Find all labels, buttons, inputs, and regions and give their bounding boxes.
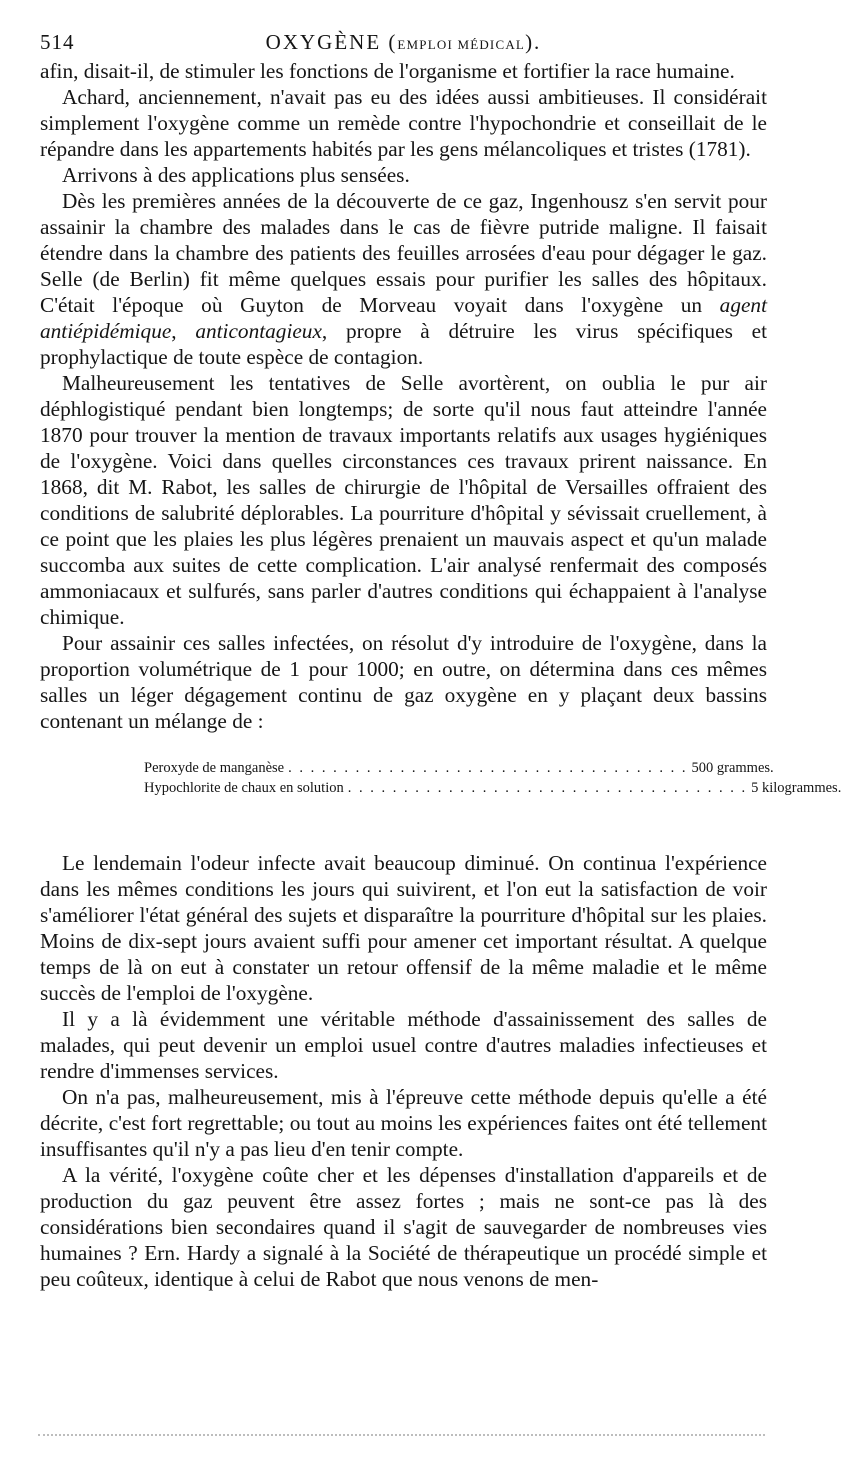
paragraph: afin, disait-il, de stimuler les fonctions de l'organisme et fortifier la race humaine. [40, 59, 735, 83]
mixture-item: Hypochlorite de chaux en solution [144, 780, 344, 796]
paragraph: A la vérité, l'oxygène coûte cher et les dépenses d'installation d'appareils et de production du gaz peuvent être assez fortes ; mais ne sont-ce pas là des considérations bien secondaires quand il s'agit de sauvegarder de nombreuses vies humaines ? Ern. Hardy a signalé à la Société de thérapeutique un procédé simple et peu coûteux, identique à celui de Rabot que nous venons de men- [40, 1163, 767, 1291]
body-text [40, 58, 841, 1292]
paragraph: Il y a là évidemment une véritable méthode d'assainissement des salles de malades, qui peut devenir un emploi usuel contre d'autres maladies infectieuses et rendre d'immenses services. [40, 1007, 767, 1083]
paragraph: Arrivons à des applications plus sensées. [62, 163, 410, 187]
paragraph: On n'a pas, malheureusement, mis à l'épreuve cette méthode depuis qu'elle a été décrite, c'est fort regrettable; ou tout au moins les expériences faites ont été tellement insuffisantes qu'il n'y a pas lieu d'en tenir compte. [40, 1085, 767, 1161]
italic-term: agent antiépidémique [40, 293, 767, 343]
mixture-quantity: 5 kilogrammes. [751, 780, 841, 796]
mixture-quantity: 500 grammes. [691, 760, 774, 776]
paragraph-text: , [171, 319, 196, 343]
mixture-row [144, 758, 774, 778]
paragraph: Achard, anciennement, n'avait pas eu des idées aussi ambitieuses. Il considérait simplement l'oxygène comme un remède contre l'hypochondrie et conseillait de le répandre dans les appartements habités par les gens mélancoliques et tristes (1781). [40, 85, 767, 161]
paragraph: Le lendemain l'odeur infecte avait beaucoup diminué. On continua l'expérience dans les mêmes conditions les jours qui suivirent, et l'on eut la satisfaction de voir s'améliorer l'état général des sujets et disparaître la pourriture d'hôpital sur les plaies. Moins de dix-sept jours avaient suffi pour amener cet important résultat. A quelque temps de là on eut à constater un retour offensif de la même maladie et le même succès de l'emploi de l'oxygène. [40, 851, 767, 1005]
page-header [40, 30, 767, 58]
italic-term: anticontagieux [195, 319, 322, 343]
paragraph: Pour assainir ces salles infectées, on résolut d'y introduire de l'oxygène, dans la proportion volumétrique de 1 pour 1000; en outre, on détermina dans ces mêmes salles un léger dégagement continu de gaz oxygène en y plaçant deux bassins contenant un mélange de : [40, 631, 767, 733]
mixture-item: Peroxyde de manganèse [144, 760, 285, 776]
footer-rule [38, 1434, 765, 1436]
running-head [40, 30, 767, 55]
running-head-end: ). [525, 30, 542, 54]
running-head-main: OXYGÈNE ( [265, 30, 398, 54]
paragraph-text: Dès les premières années de la découverte de ce gaz, Ingenhousz s'en servit pour assainir la chambre des malades dans le cas de fièvre putride maligne. Il faisait étendre dans la chambre des patients des feuilles arrosées d'eau pour dégager le gaz. Selle (de Berlin) fit même quelques essais pour purifier les salles des hôpitaux. C'était l'époque où Guyton de Morveau voyait dans l'oxygène un [40, 189, 767, 317]
paragraph-text: , propre à détruire les virus spécifiques et prophylactique de toute espèce de contagion. [40, 319, 767, 369]
paragraph [40, 188, 767, 370]
leader-dots: . . . . . . . . . . . . . . . . . . . . . . . . . . . . . . . . . . . . [347, 780, 748, 796]
leader-dots: . . . . . . . . . . . . . . . . . . . . . . . . . . . . . . . . . . . . [288, 760, 688, 776]
paragraph: Malheureusement les tentatives de Selle avortèrent, on oublia le pur air déphlogistiqué pendant bien longtemps; de sorte qu'il nous faut atteindre l'année 1870 pour trouver la mention de travaux importants relatifs aux usages hygiéniques de l'oxygène. Voici dans quelles circonstances ces travaux prirent naissance. En 1868, dit M. Rabot, les salles de chirurgie de l'hôpital de Versailles offraient des conditions de salubrité déplorables. La pourriture d'hôpital y sévissait cruellement, à ce point que les plaies les plus légères prenaient un mauvais aspect et qu'un malade succomba aux suites de cette complication. L'air analysé renfermait des composés ammoniacaux et sulfurés, sans parler d'autres conditions qui échappaient à l'analyse chimique. [40, 371, 767, 629]
page-number: 514 [40, 30, 75, 54]
mixture-table [144, 758, 841, 798]
page [40, 30, 841, 1292]
running-head-subtitle: EMPLOI MÉDICAL [397, 37, 526, 52]
mixture-row [144, 778, 841, 798]
